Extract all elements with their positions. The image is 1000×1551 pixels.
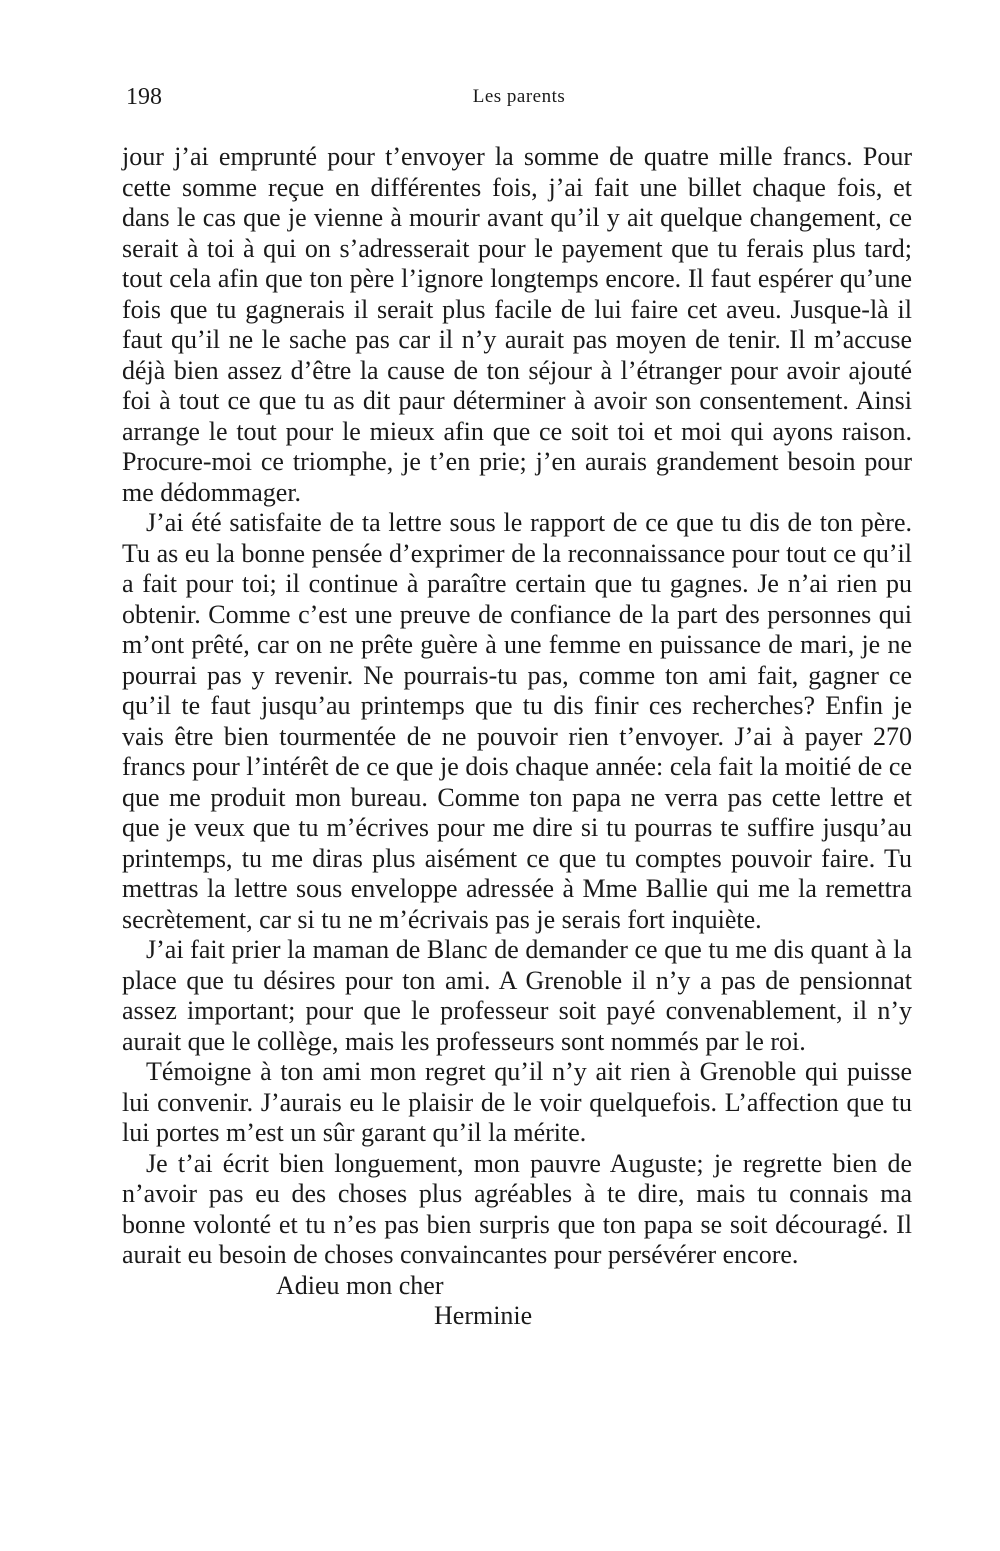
letter-body bbox=[122, 142, 912, 1332]
paragraph: J’ai été satisfaite de ta lettre sous le rapport de ce que tu dis de ton père. Tu as eu la bonne pensée d’exprimer de la reconnaissance pour tout ce qu’il a fait pour toi; il continue à paraître certain que tu gagnes. Je n’ai rien pu obtenir. Comme c’est une preuve de confiance de la part des personnes qui m’ont prêté, car on ne prête guère à une femme en puissance de mari, je ne pourrai pas y revenir. Ne pourrais-tu pas, comme ton ami fait, gagner ce qu’il te faut jusqu’au printemps que tu dis finir ces recherches? Enfin je vais être bien tourmentée de ne pouvoir rien t’envoyer. J’ai à payer 270 francs pour l’intérêt de ce que je dois chaque année: cela fait la moitié de ce que me produit mon bureau. Comme ton papa ne verra pas cette lettre et que je veux que tu m’écrives pour me dire si tu pourras te suffire jusqu’au printemps, tu me diras plus aisément ce que tu comptes pouvoir faire. Tu mettras la lettre sous enveloppe adressée à Mme Ballie qui me la remettra secrètement, car si tu ne m’écrivais pas je serais fort inquiète. bbox=[122, 508, 912, 934]
paragraph: Témoigne à ton ami mon regret qu’il n’y ait rien à Grenoble qui puisse lui convenir. J’aurais eu le plaisir de le voir quelquefois. L’affection que tu lui portes m’est un sûr garant qu’il la mérite. bbox=[122, 1057, 912, 1147]
letter-closing: Adieu mon cher bbox=[276, 1270, 444, 1300]
paragraph: J’ai fait prier la maman de Blanc de demander ce que tu me dis quant à la place que tu désires pour ton ami. A Grenoble il n’y a pas de pensionnat assez important; pour que le professeur soit payé convenablement, il n’y aurait que le collège, mais les professeurs sont nommés par le roi. bbox=[122, 935, 912, 1056]
page-number: 198 bbox=[126, 84, 162, 110]
paragraph: jour j’ai emprunté pour t’envoyer la somme de quatre mille francs. Pour cette somme reçue en différentes fois, j’ai fait une billet chaque fois, et dans le cas que je vienne à mourir avant qu’il y ait quelque changement, ce serait à toi à qui on s’adresserait pour le payement que tu ferais plus tard; tout cela afin que ton père l’ignore longtemps encore. Il faut espérer qu’une fois que tu gagnerais il serait plus facile de lui faire cet aveu. Jusque-là il faut qu’il ne le sache pas car il n’y aurait pas moyen de tenir. Il m’accuse déjà bien assez d’être la cause de ton séjour à l’étranger pour avoir ajouté foi à tout ce que tu as dit paur déterminer à avoir son consentement. Ainsi arrange le tout pour le mieux afin que ce soit toi et moi qui ayons raison. Procure-moi ce triomphe, je t’en prie; j’en aurais grandement besoin pour me dédommager. bbox=[122, 142, 912, 507]
paragraph: Je t’ai écrit bien longuement, mon pauvre Auguste; je regrette bien de n’avoir pas eu des choses plus agréables à te dire, mais tu connais ma bonne volonté et tu n’es pas bien surpris que ton papa se soit découragé. Il aurait eu besoin de choses convaincantes pour persévérer encore. bbox=[122, 1148, 912, 1269]
running-head: Les parents bbox=[472, 86, 566, 107]
page-header bbox=[126, 84, 912, 116]
letter-signature: Herminie bbox=[434, 1301, 533, 1330]
